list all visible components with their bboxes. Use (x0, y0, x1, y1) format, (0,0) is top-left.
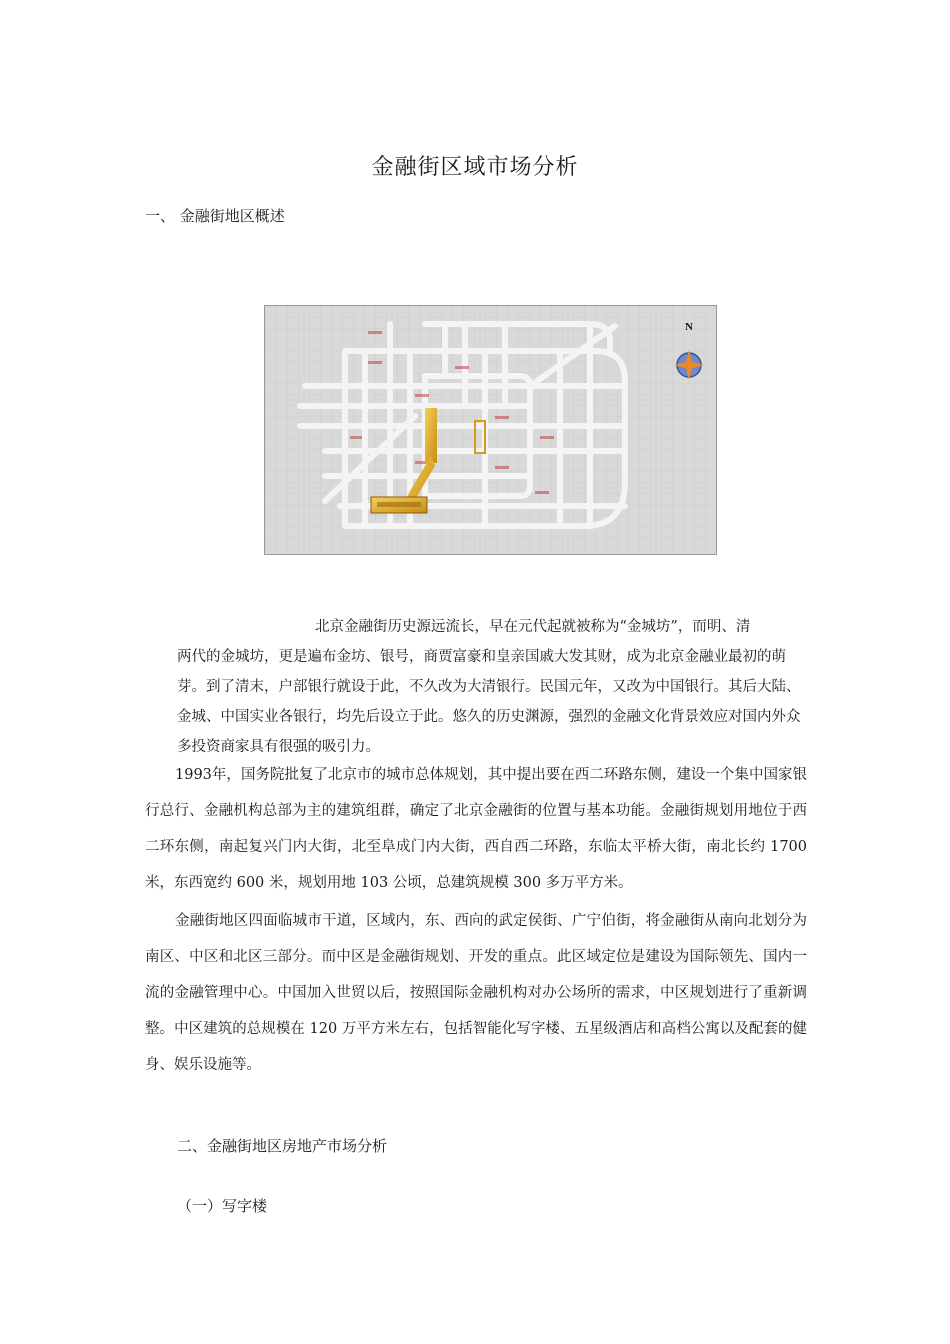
compass-north-label: N (685, 321, 693, 333)
paragraph-history-line1: 北京金融街历史源远流长，早在元代起就被称为“金城坊”，而明、清 (315, 619, 751, 635)
section-heading-overview: 一、 金融街地区概述 (145, 207, 285, 225)
document-title: 金融街区域市场分析 (371, 155, 579, 180)
paragraph-history (177, 612, 807, 762)
subsection-heading-office: （一）写字楼 (177, 1197, 268, 1215)
section-heading-real-estate: 二、金融街地区房地产市场分析 (177, 1137, 388, 1155)
paragraph-planning: 1993年，国务院批复了北京市的城市总体规划，其中提出要在西二环路东侧，建设一个集中国家银行总行、金融机构总部为主的建筑组群，确定了北京金融街的位置与基本功能。金融街规划用地位于西二环东侧，南起复兴门内大街，北至阜成门内大街，西自西二环路，东临太平桥大街，南北长约 1700 米，东西宽约 600 米，规划用地 103 公顷，总建筑规模 300 多万平方米。 (145, 767, 807, 891)
paragraph-history-rest: 两代的金城坊，更是遍布金坊、银号，商贾富豪和皇亲国戚大发其财，成为北京金融业最初的萌芽。到了清末，户部银行就设于此，不久改为大清银行。民国元年，又改为中国银行。其后大陆、金城、中国实业各银行，均先后设立于此。悠久的历史渊源，强烈的金融文化背景效应对国内外众多投资商家具有很强的吸引力。 (177, 649, 801, 755)
paragraph-districts: 金融街地区四面临城市干道，区域内，东、西向的武定侯街、广宁伯街，将金融街从南向北划分为南区、中区和北区三部分。而中区是金融街规划、开发的重点。此区域定位是建设为国际领先、国内一流的金融管理中心。中国加入世贸以后，按照国际金融机构对办公场所的需求，中区规划进行了重新调整。中区建筑的总规模在 120 万平方米左右，包括智能化写字楼、五星级酒店和高档公寓以及配套的健身、娱乐设施等。 (145, 913, 807, 1073)
location-map-image (264, 305, 717, 555)
map-illustration (265, 306, 716, 554)
